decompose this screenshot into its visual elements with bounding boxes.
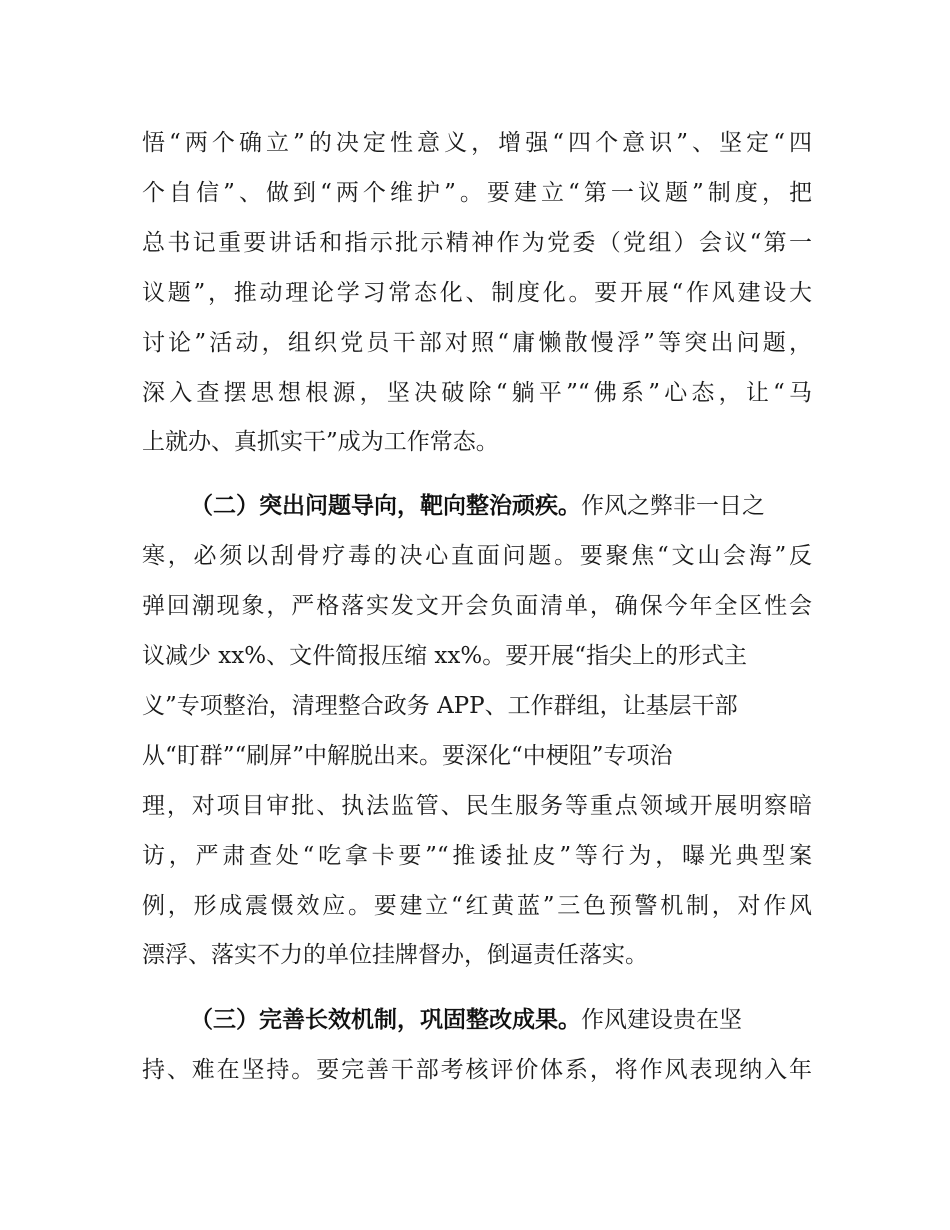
section-3-heading: （三）完善长效机制，巩固整改成果。 bbox=[190, 1007, 581, 1033]
paragraph-line: 理，对项目审批、执法监管、民生服务等重点领域开展明察暗 bbox=[142, 793, 812, 819]
paragraph-line: 持、难在坚持。要完善干部考核评价体系，将作风表现纳入年 bbox=[142, 1057, 812, 1083]
paragraph-line: 从“盯群”“刷屏”中解脱出来。要深化“中梗阻”专项治 bbox=[142, 743, 673, 769]
paragraph-line: 寒，必须以刮骨疗毒的决心直面问题。要聚焦“文山会海”反 bbox=[142, 543, 812, 569]
section-2-first-line bbox=[190, 486, 812, 526]
paragraph-line: 议题”，推动理论学习常态化、制度化。要开展“作风建设大 bbox=[142, 280, 812, 306]
section-3-first-line-text: 作风建设贵在坚 bbox=[581, 1007, 742, 1033]
paragraph-line: 悟“两个确立”的决定性意义，增强“四个意识”、坚定“四 bbox=[142, 130, 812, 156]
paragraph-line: 义”专项整治，清理整合政务 APP、工作群组，让基层干部 bbox=[142, 693, 738, 719]
paragraph-line: 总书记重要讲话和指示批示精神作为党委（党组）会议“第一 bbox=[142, 230, 812, 256]
section-2-first-line-text: 作风之弊非一日之 bbox=[581, 493, 765, 519]
paragraph-line: 个自信”、做到“两个维护”。要建立“第一议题”制度，把 bbox=[142, 180, 812, 206]
paragraph-last-line: 漂浮、落实不力的单位挂牌督办，倒逼责任落实。 bbox=[142, 942, 648, 968]
section-3-first-line bbox=[190, 1000, 812, 1040]
paragraph-line: 弹回潮现象，严格落实发文开会负面清单，确保今年全区性会 bbox=[142, 593, 812, 619]
paragraph-line: 议减少 xx%、文件简报压缩 xx%。要开展“指尖上的形式主 bbox=[142, 643, 747, 669]
paragraph-last-line: 上就办、真抓实干”成为工作常态。 bbox=[142, 429, 499, 455]
paragraph-line: 深入查摆思想根源，坚决破除“躺平”“佛系”心态，让“马 bbox=[142, 380, 812, 406]
section-2-heading: （二）突出问题导向，靶向整治顽疾。 bbox=[190, 493, 581, 519]
paragraph-line: 讨论”活动，组织党员干部对照“庸懒散慢浮”等突出问题， bbox=[142, 330, 812, 356]
paragraph-line: 例，形成震慑效应。要建立“红黄蓝”三色预警机制，对作风 bbox=[142, 893, 812, 919]
paragraph-line: 访，严肃查处“吃拿卡要”“推诿扯皮”等行为，曝光典型案 bbox=[142, 843, 812, 869]
